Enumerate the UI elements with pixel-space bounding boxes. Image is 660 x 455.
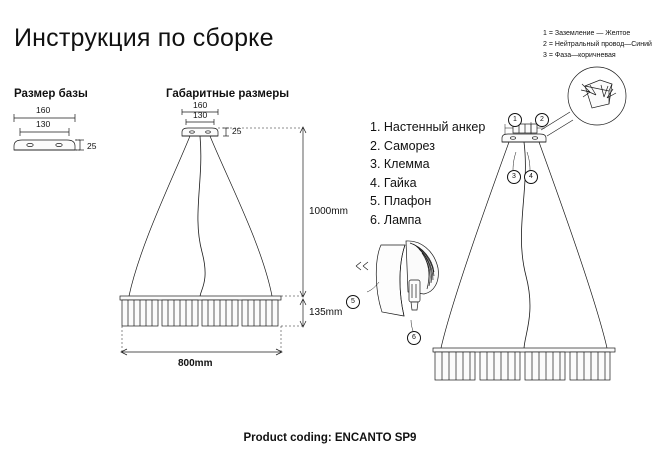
callout-badge-1: 1 (508, 113, 522, 127)
wiring-legend-line-2: 2 = Нейтральный провод—Синий (543, 41, 652, 48)
callout-badge-4: 4 (524, 170, 538, 184)
parts-list-item-5: 5. Плафон (370, 194, 432, 208)
parts-list-item-3: 3. Клемма (370, 157, 430, 171)
callout-badge-6: 6 (407, 331, 421, 345)
parts-list-item-2: 2. Саморез (370, 138, 435, 153)
parts-list-item-6: 6. Лампа (370, 212, 422, 227)
base-inner-width-dim: 130 (36, 119, 51, 129)
parts-list (370, 118, 485, 229)
page-title: Инструкция по сборке (14, 24, 274, 52)
wiring-legend-line-1: 1 = Заземление — Желтое (543, 30, 631, 37)
base-outer-width-dim: 160 (36, 105, 51, 115)
total-width-dim: 800mm (178, 358, 213, 369)
base-height-dim: 25 (87, 141, 97, 151)
callout-badge-3: 3 (507, 170, 521, 184)
wiring-legend (543, 28, 652, 61)
callout-badge-2: 2 (535, 113, 549, 127)
canopy-inner-width-dim: 130 (193, 110, 208, 120)
callout-badge-5: 5 (346, 295, 360, 309)
parts-list-item-4: 4. Гайка (370, 175, 417, 190)
parts-list-item-1: 1. Настенный анкер (370, 120, 486, 134)
sconce-detail-drawing (356, 241, 438, 331)
canopy-height-dim: 25 (232, 126, 242, 136)
section-label-base-size: Размер базы (14, 88, 88, 100)
wiring-legend-line-3: 3 = Фаза—коричневая (543, 52, 616, 59)
fixture-elevation-drawing (120, 109, 306, 355)
drop-height-dim: 1000mm (309, 206, 348, 217)
section-label-overall-dimensions: Габаритные размеры (166, 88, 290, 100)
product-coding-footer: Product coding: ENCANTO SP9 (243, 432, 417, 444)
shade-height-dim: 135mm (309, 307, 343, 318)
canopy-outer-width-dim: 160 (193, 100, 208, 110)
